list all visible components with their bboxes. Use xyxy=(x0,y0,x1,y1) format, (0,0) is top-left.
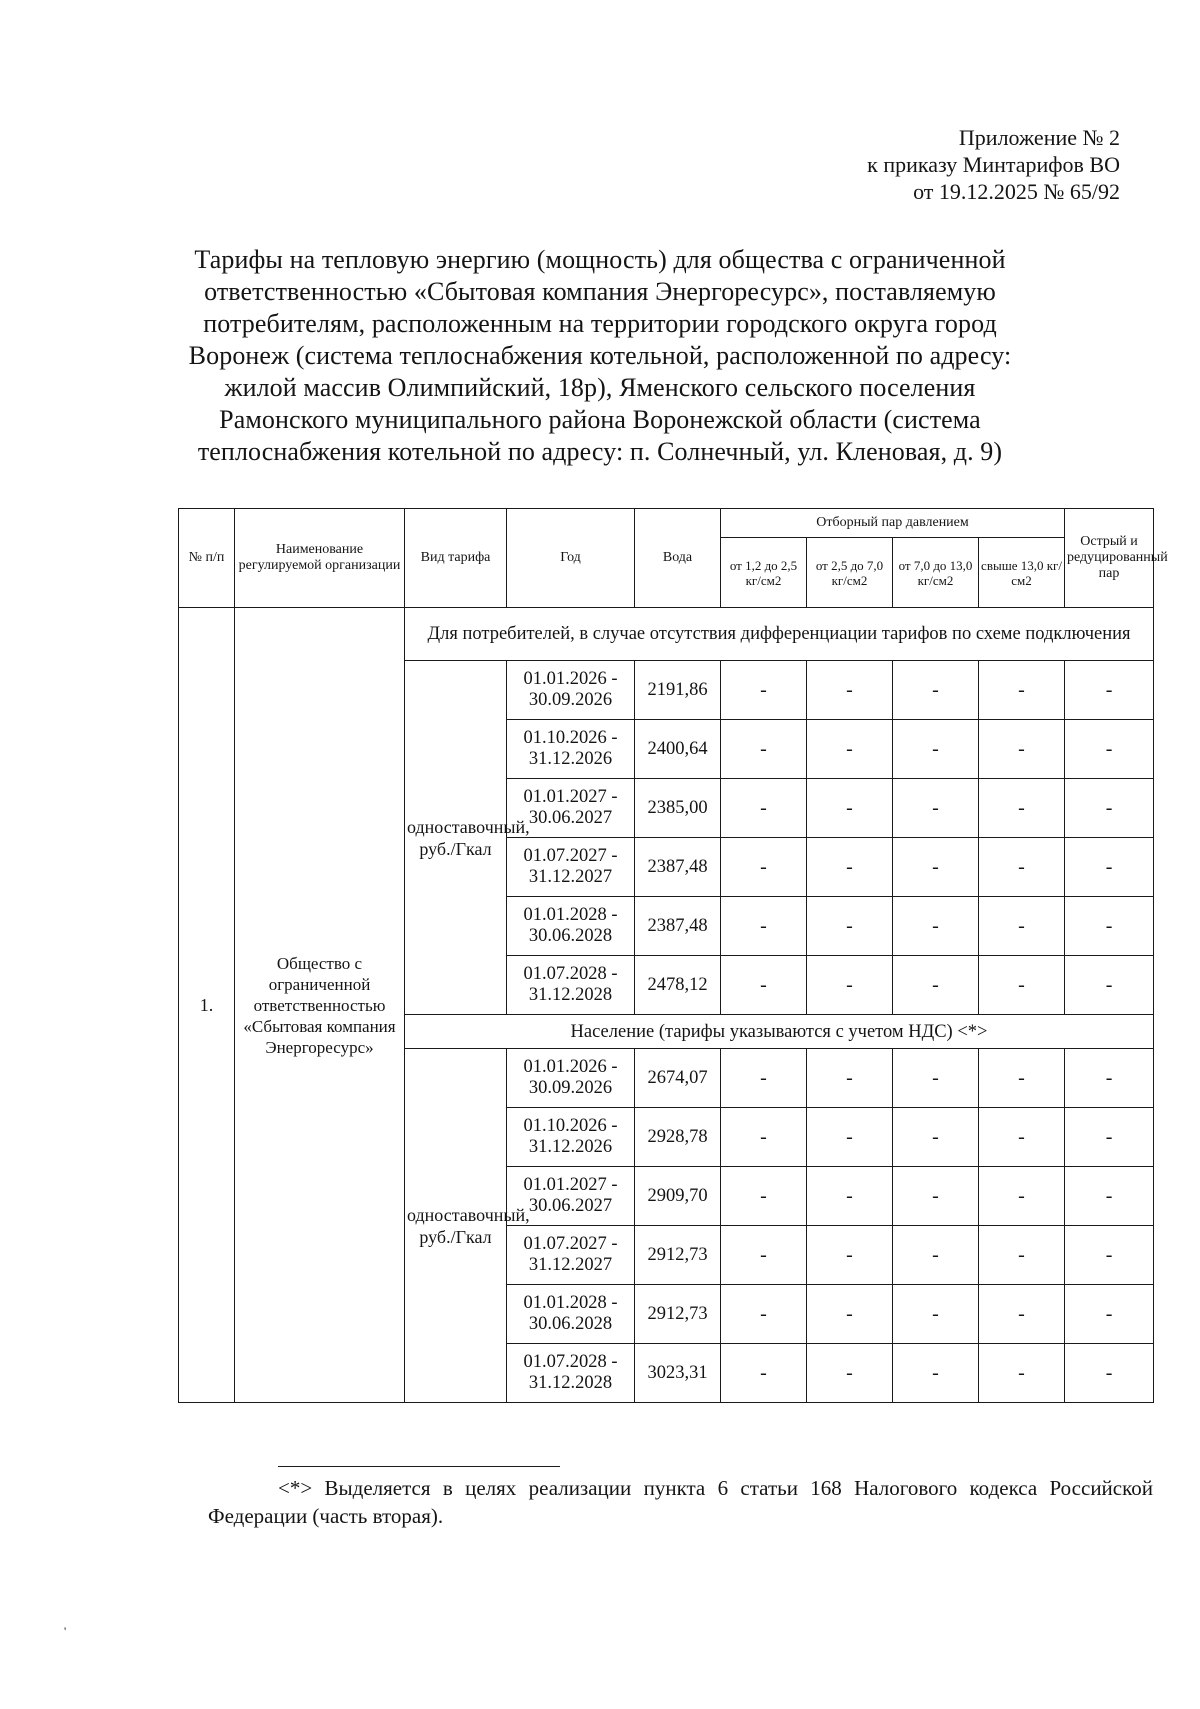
period-cell: 01.07.2027 - 31.12.2027 xyxy=(507,838,635,897)
header-steam-group: Отборный пар давлением xyxy=(721,509,1065,538)
dash-cell: - xyxy=(807,838,893,897)
dash-cell: - xyxy=(807,897,893,956)
tariff-type-cell: одноставочный, руб./Гкал xyxy=(405,661,507,1015)
title-line: теплоснабжения котельной по адресу: п. Солнечный, ул. Кленовая, д. 9) xyxy=(197,437,1003,466)
water-value: 2674,07 xyxy=(635,1049,721,1108)
dash-cell: - xyxy=(807,1167,893,1226)
header-steam-2: от 2,5 до 7,0 кг/см2 xyxy=(807,538,893,608)
dash-cell: - xyxy=(1065,1108,1154,1167)
period-cell: 01.01.2027 - 30.06.2027 xyxy=(507,1167,635,1226)
section-title: Население (тарифы указываются с учетом НДС) <*> xyxy=(405,1015,1154,1049)
dash-cell: - xyxy=(721,838,807,897)
dash-cell: - xyxy=(893,720,979,779)
dash-cell: - xyxy=(1065,1344,1154,1403)
footnote-separator xyxy=(278,1466,560,1467)
dash-cell: - xyxy=(893,1108,979,1167)
period-cell: 01.07.2028 - 31.12.2028 xyxy=(507,956,635,1015)
dash-cell: - xyxy=(893,1167,979,1226)
water-value: 2912,73 xyxy=(635,1226,721,1285)
header-steam-3: от 7,0 до 13,0 кг/см2 xyxy=(893,538,979,608)
tariffs-table xyxy=(178,508,1168,1403)
organization-name: Общество с ограниченной ответственностью «Сбытовая компания Энергоресурс» xyxy=(235,608,405,1403)
dash-cell: - xyxy=(1065,956,1154,1015)
appendix-reference xyxy=(867,124,1120,205)
dash-cell: - xyxy=(979,838,1065,897)
dash-cell: - xyxy=(807,779,893,838)
dash-cell: - xyxy=(721,1285,807,1344)
dash-cell: - xyxy=(807,1285,893,1344)
dash-cell: - xyxy=(721,956,807,1015)
dash-cell: - xyxy=(721,897,807,956)
dash-cell: - xyxy=(1065,897,1154,956)
period-cell: 01.07.2027 - 31.12.2027 xyxy=(507,1226,635,1285)
period-cell: 01.07.2028 - 31.12.2028 xyxy=(507,1344,635,1403)
water-value: 2912,73 xyxy=(635,1285,721,1344)
dash-cell: - xyxy=(979,1226,1065,1285)
appendix-line-3: от 19.12.2025 № 65/92 xyxy=(913,179,1120,204)
dash-cell: - xyxy=(979,956,1065,1015)
header-org: Наименование регулируемой организации xyxy=(235,509,405,608)
title-line: жилой массив Олимпийский, 18р), Яменского сельского поселения xyxy=(224,373,976,402)
water-value: 2400,64 xyxy=(635,720,721,779)
header-water: Вода xyxy=(635,509,721,608)
dash-cell: - xyxy=(1065,838,1154,897)
row-number: 1. xyxy=(179,608,235,1403)
dash-cell: - xyxy=(979,1344,1065,1403)
dash-cell: - xyxy=(979,779,1065,838)
period-cell: 01.10.2026 - 31.12.2026 xyxy=(507,720,635,779)
dash-cell: - xyxy=(893,956,979,1015)
dash-cell: - xyxy=(807,1049,893,1108)
dash-cell: - xyxy=(1065,1226,1154,1285)
tariff-type-cell: одноставочный, руб./Гкал xyxy=(405,1049,507,1403)
dash-cell: - xyxy=(721,1344,807,1403)
margin-mark: ' xyxy=(64,1624,67,1638)
dash-cell: - xyxy=(1065,661,1154,720)
header-steam-1: от 1,2 до 2,5 кг/см2 xyxy=(721,538,807,608)
header-tariff-type: Вид тарифа xyxy=(405,509,507,608)
dash-cell: - xyxy=(979,1049,1065,1108)
water-value: 2387,48 xyxy=(635,897,721,956)
document-title xyxy=(150,244,1050,468)
dash-cell: - xyxy=(721,1108,807,1167)
period-cell: 01.10.2026 - 31.12.2026 xyxy=(507,1108,635,1167)
title-line: Тарифы на тепловую энергию (мощность) для общества с ограниченной xyxy=(194,245,1006,274)
dash-cell: - xyxy=(979,897,1065,956)
appendix-line-1: Приложение № 2 xyxy=(958,125,1120,150)
water-value: 2928,78 xyxy=(635,1108,721,1167)
dash-cell: - xyxy=(1065,779,1154,838)
dash-cell: - xyxy=(807,661,893,720)
dash-cell: - xyxy=(721,779,807,838)
title-line: Воронеж (система теплоснабжения котельной, расположенной по адресу: xyxy=(188,341,1012,370)
water-value: 2191,86 xyxy=(635,661,721,720)
dash-cell: - xyxy=(807,1226,893,1285)
dash-cell: - xyxy=(893,1049,979,1108)
dash-cell: - xyxy=(721,1226,807,1285)
dash-cell: - xyxy=(807,720,893,779)
dash-cell: - xyxy=(979,1285,1065,1344)
water-value: 2387,48 xyxy=(635,838,721,897)
dash-cell: - xyxy=(721,720,807,779)
dash-cell: - xyxy=(893,1344,979,1403)
dash-cell: - xyxy=(807,1108,893,1167)
water-value: 2385,00 xyxy=(635,779,721,838)
period-cell: 01.01.2027 - 30.06.2027 xyxy=(507,779,635,838)
period-cell: 01.01.2026 - 30.09.2026 xyxy=(507,1049,635,1108)
dash-cell: - xyxy=(893,661,979,720)
appendix-line-2: к приказу Минтарифов ВО xyxy=(867,152,1120,177)
period-cell: 01.01.2026 - 30.09.2026 xyxy=(507,661,635,720)
water-value: 2478,12 xyxy=(635,956,721,1015)
dash-cell: - xyxy=(807,956,893,1015)
period-cell: 01.01.2028 - 30.06.2028 xyxy=(507,1285,635,1344)
dash-cell: - xyxy=(1065,1167,1154,1226)
header-steam-4: свыше 13,0 кг/см2 xyxy=(979,538,1065,608)
dash-cell: - xyxy=(721,1049,807,1108)
dash-cell: - xyxy=(1065,1049,1154,1108)
dash-cell: - xyxy=(893,1285,979,1344)
section-title: Для потребителей, в случае отсутствия дифференциации тарифов по схеме подключения xyxy=(405,608,1154,661)
dash-cell: - xyxy=(721,1167,807,1226)
dash-cell: - xyxy=(893,779,979,838)
header-sharp-steam: Острый и редуцированный пар xyxy=(1065,509,1154,608)
water-value: 3023,31 xyxy=(635,1344,721,1403)
dash-cell: - xyxy=(1065,720,1154,779)
dash-cell: - xyxy=(893,1226,979,1285)
header-year: Год xyxy=(507,509,635,608)
water-value: 2909,70 xyxy=(635,1167,721,1226)
dash-cell: - xyxy=(1065,1285,1154,1344)
dash-cell: - xyxy=(979,661,1065,720)
header-num: № п/п xyxy=(179,509,235,608)
title-line: ответственностью «Сбытовая компания Энергоресурс», поставляемую xyxy=(204,277,996,306)
period-cell: 01.01.2028 - 30.06.2028 xyxy=(507,897,635,956)
title-line: потребителям, расположенным на территории городского округа город xyxy=(203,309,997,338)
dash-cell: - xyxy=(979,1108,1065,1167)
dash-cell: - xyxy=(893,838,979,897)
dash-cell: - xyxy=(979,1167,1065,1226)
dash-cell: - xyxy=(893,897,979,956)
dash-cell: - xyxy=(721,661,807,720)
footnote: <*> Выделяется в целях реализации пункта 6 статьи 168 Налогового кодекса Российской Федерации (часть вторая). xyxy=(208,1476,1153,1528)
dash-cell: - xyxy=(979,720,1065,779)
dash-cell: - xyxy=(807,1344,893,1403)
title-line: Рамонского муниципального района Воронежской области (система xyxy=(219,405,981,434)
